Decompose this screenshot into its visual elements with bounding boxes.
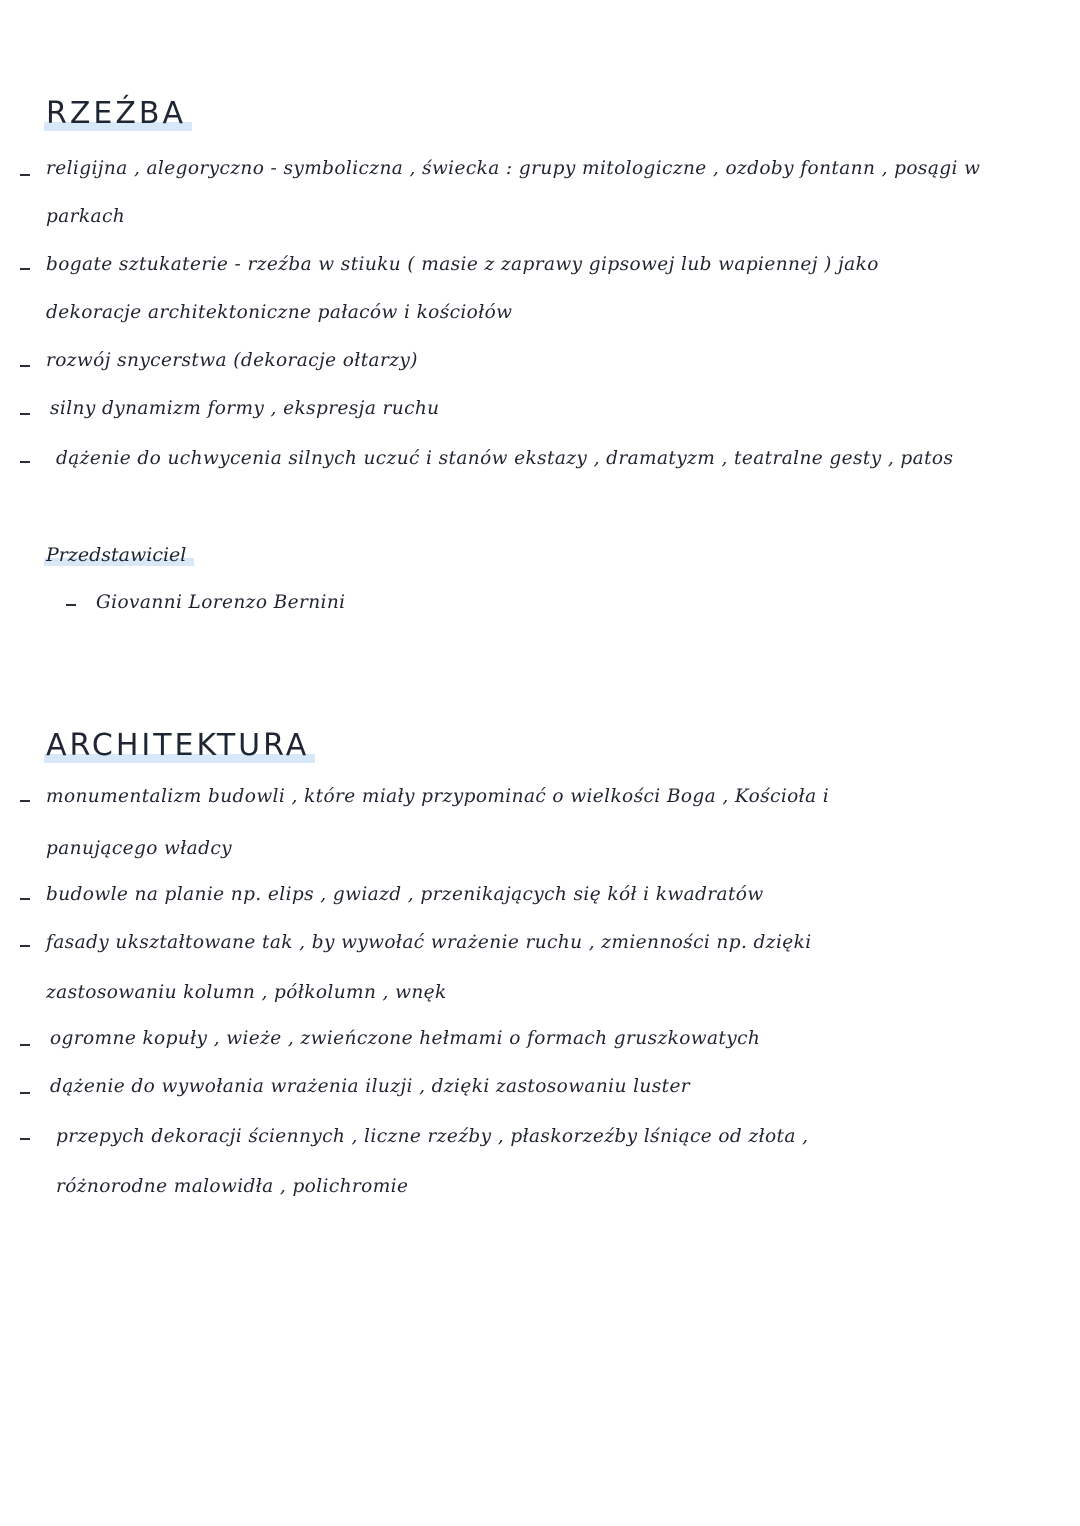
arch-item-6-line-2: różnorodne malowidła , polichromie bbox=[56, 1176, 409, 1197]
bullet-dash bbox=[20, 461, 30, 463]
rzezba-item-2-line-1: bogate sztukaterie - rzeźba w stiuku ( masie z zaprawy gipsowej lub wapiennej ) jako bbox=[46, 254, 879, 275]
rzezba-item-5: dążenie do uchwycenia silnych uczuć i stanów ekstazy , dramatyzm , teatralne gesty , patos bbox=[56, 448, 954, 469]
arch-item-4: ogromne kopuły , wieże , zwieńczone hełmami o formach gruszkowatych bbox=[50, 1028, 761, 1049]
bullet-dash bbox=[20, 365, 30, 367]
bullet-dash bbox=[20, 268, 30, 270]
bullet-dash bbox=[20, 413, 30, 415]
bullet-dash bbox=[66, 604, 76, 606]
arch-item-5: dążenie do wywołania wrażenia iluzji , dzięki zastosowaniu luster bbox=[50, 1076, 691, 1097]
rzezba-item-1-line-1: religijna , alegoryczno - symboliczna , świecka : grupy mitologiczne , ozdoby fontann , posągi w bbox=[46, 158, 981, 179]
arch-item-2: budowle na planie np. elips , gwiazd , przenikających się kół i kwadratów bbox=[46, 884, 764, 905]
bullet-dash bbox=[20, 1044, 30, 1046]
rzezba-item-1-line-2: parkach bbox=[46, 206, 126, 227]
bullet-dash bbox=[20, 898, 30, 900]
bullet-dash bbox=[20, 174, 30, 176]
representative-name: Giovanni Lorenzo Bernini bbox=[96, 592, 346, 613]
section-title-rzezba: RZEŹBA bbox=[44, 96, 192, 131]
representative-heading: Przedstawiciel bbox=[44, 544, 194, 566]
bullet-dash bbox=[20, 1092, 30, 1094]
arch-item-1-line-2: panującego władcy bbox=[46, 838, 232, 859]
section-title-architektura: ARCHITEKTURA bbox=[44, 728, 315, 763]
bullet-dash bbox=[20, 1138, 30, 1140]
arch-item-6-line-1: przepych dekoracji ściennych , liczne rzeźby , płaskorzeźby lśniące od złota , bbox=[56, 1126, 809, 1147]
rzezba-item-3: rozwój snycerstwa (dekoracje ołtarzy) bbox=[46, 350, 418, 371]
arch-item-3-line-1: fasady ukształtowane tak , by wywołać wrażenie ruchu , zmienności np. dzięki bbox=[46, 932, 812, 953]
rzezba-item-2-line-2: dekoracje architektoniczne pałaców i kościołów bbox=[46, 302, 513, 323]
arch-item-3-line-2: zastosowaniu kolumn , półkolumn , wnęk bbox=[46, 982, 447, 1003]
bullet-dash bbox=[20, 800, 30, 802]
arch-item-1-line-1: monumentalizm budowli , które miały przypominać o wielkości Boga , Kościoła i bbox=[46, 786, 830, 807]
rzezba-item-4: silny dynamizm formy , ekspresja ruchu bbox=[50, 398, 440, 419]
bullet-dash bbox=[20, 945, 30, 947]
